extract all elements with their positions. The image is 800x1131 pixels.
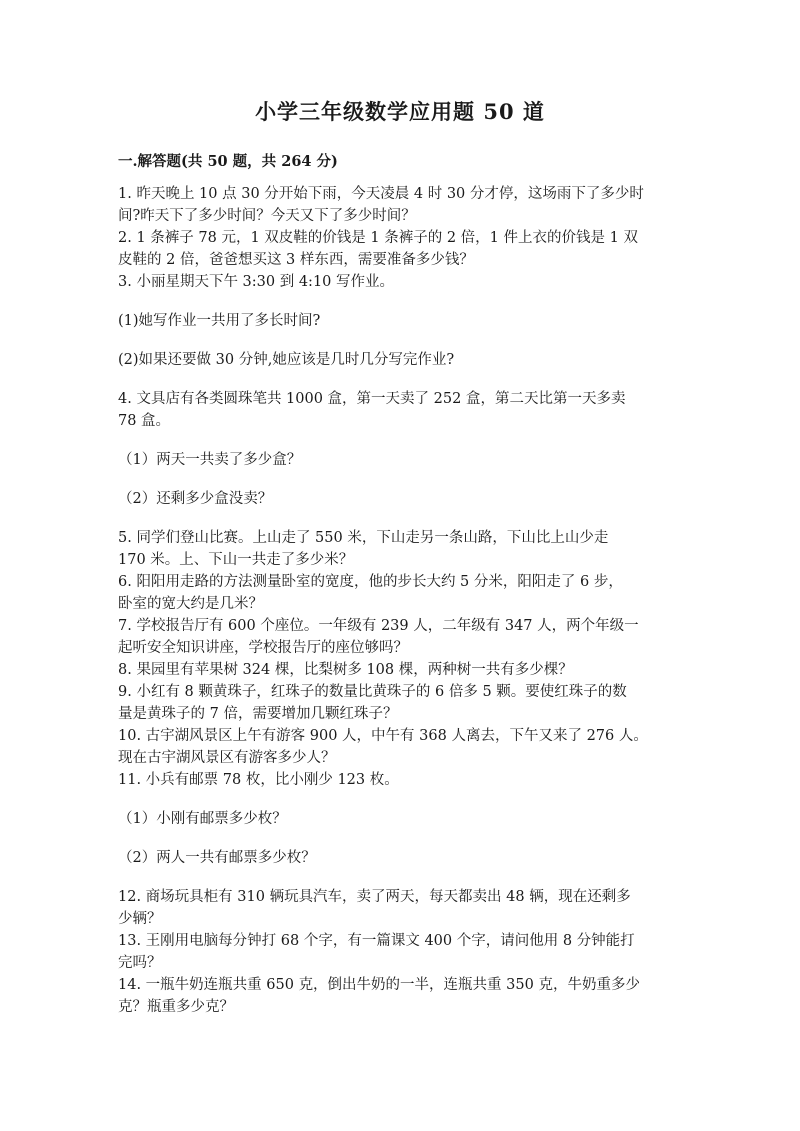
- question-line: 2. 1 条裤子 78 元，1 双皮鞋的价钱是 1 条裤子的 2 倍，1 件上衣的价钱是 1 双: [118, 230, 638, 246]
- question-line: 10. 古宇湖风景区上午有游客 900 人，中午有 368 人离去，下午又来了 276 人。: [118, 728, 648, 744]
- question-line: 现在古宇湖风景区有游客多少人？: [118, 750, 336, 766]
- page-title: 小学三年级数学应用题 50 道: [255, 99, 545, 124]
- question-line: 170 米。上、下山一共走了多少米？: [118, 552, 354, 568]
- paragraph-gap: [118, 830, 678, 847]
- question-line: （2）两人一共有邮票多少枚？: [118, 850, 316, 866]
- question-line: 3. 小丽星期天下午 3:30 到 4:10 写作业。: [118, 274, 395, 290]
- question-line: 9. 小红有 8 颗黄珠子，红珠子的数量比黄珠子的 6 倍多 5 颗。要使红珠子的数: [118, 684, 627, 700]
- question-line: 少辆？: [118, 911, 162, 927]
- paragraph-gap: [118, 791, 678, 808]
- paragraph-gap: [118, 510, 678, 527]
- question-line: 5. 同学们登山比赛。上山走了 550 米，下山走另一条山路，下山比上山少走: [118, 530, 609, 546]
- question-line: 卧室的宽大约是几米？: [118, 596, 263, 612]
- paragraph-gap: [118, 869, 678, 886]
- question-line: 13. 王刚用电脑每分钟打 68 个字，有一篇课文 400 个字，请问他用 8 分钟能打: [118, 933, 635, 949]
- question-line: 6. 阳阳用走路的方法测量卧室的宽度，他的步长大约 5 分米，阳阳走了 6 步，: [118, 574, 623, 590]
- question-list: [118, 183, 678, 1018]
- question-line: 11. 小兵有邮票 78 枚，比小刚少 123 枚。: [118, 772, 399, 788]
- paragraph-gap: [118, 332, 678, 349]
- question-line: (2)如果还要做 30 分钟,她应该是几时几分写完作业?: [118, 352, 455, 368]
- section-heading: 一.解答题(共 50 题，共 264 分): [118, 153, 338, 170]
- question-line: 起听安全知识讲座，学校报告厅的座位够吗？: [118, 640, 408, 656]
- question-line: （1）小刚有邮票多少枚？: [118, 811, 287, 827]
- paragraph-gap: [118, 293, 678, 310]
- question-line: 4. 文具店有各类圆珠笔共 1000 盒，第一天卖了 252 盒，第二天比第一天多卖: [118, 391, 626, 407]
- question-line: 量是黄珠子的 7 倍，需要增加几颗红珠子？: [118, 706, 398, 722]
- paragraph-gap: [118, 371, 678, 388]
- question-line: 8. 果园里有苹果树 324 棵，比梨树多 108 棵，两种树一共有多少棵？: [118, 662, 573, 678]
- paragraph-gap: [118, 432, 678, 449]
- question-line: 7. 学校报告厅有 600 个座位。一年级有 239 人，二年级有 347 人，两个年级一: [118, 618, 639, 634]
- question-line: 14. 一瓶牛奶连瓶共重 650 克，倒出牛奶的一半，连瓶共重 350 克，牛奶重多少: [118, 977, 640, 993]
- paragraph-gap: [118, 471, 678, 488]
- question-line: （1）两天一共卖了多少盒？: [118, 452, 302, 468]
- question-line: 78 盒。: [118, 413, 171, 429]
- question-line: （2）还剩多少盒没卖？: [118, 491, 273, 507]
- question-line: (1)她写作业一共用了多长时间?: [118, 313, 321, 329]
- question-line: 完吗？: [118, 955, 162, 971]
- question-line: 皮鞋的 2 倍，爸爸想买这 3 样东西，需要准备多少钱？: [118, 252, 474, 268]
- question-line: 1. 昨天晚上 10 点 30 分开始下雨，今天凌晨 4 时 30 分才停，这场雨下了多少时: [118, 186, 644, 202]
- question-line: 12. 商场玩具柜有 310 辆玩具汽车，卖了两天，每天都卖出 48 辆，现在还剩多: [118, 889, 631, 905]
- question-line: 间?昨天下了多少时间？今天又下了多少时间？: [118, 208, 416, 224]
- question-line: 克？瓶重多少克？: [118, 999, 234, 1015]
